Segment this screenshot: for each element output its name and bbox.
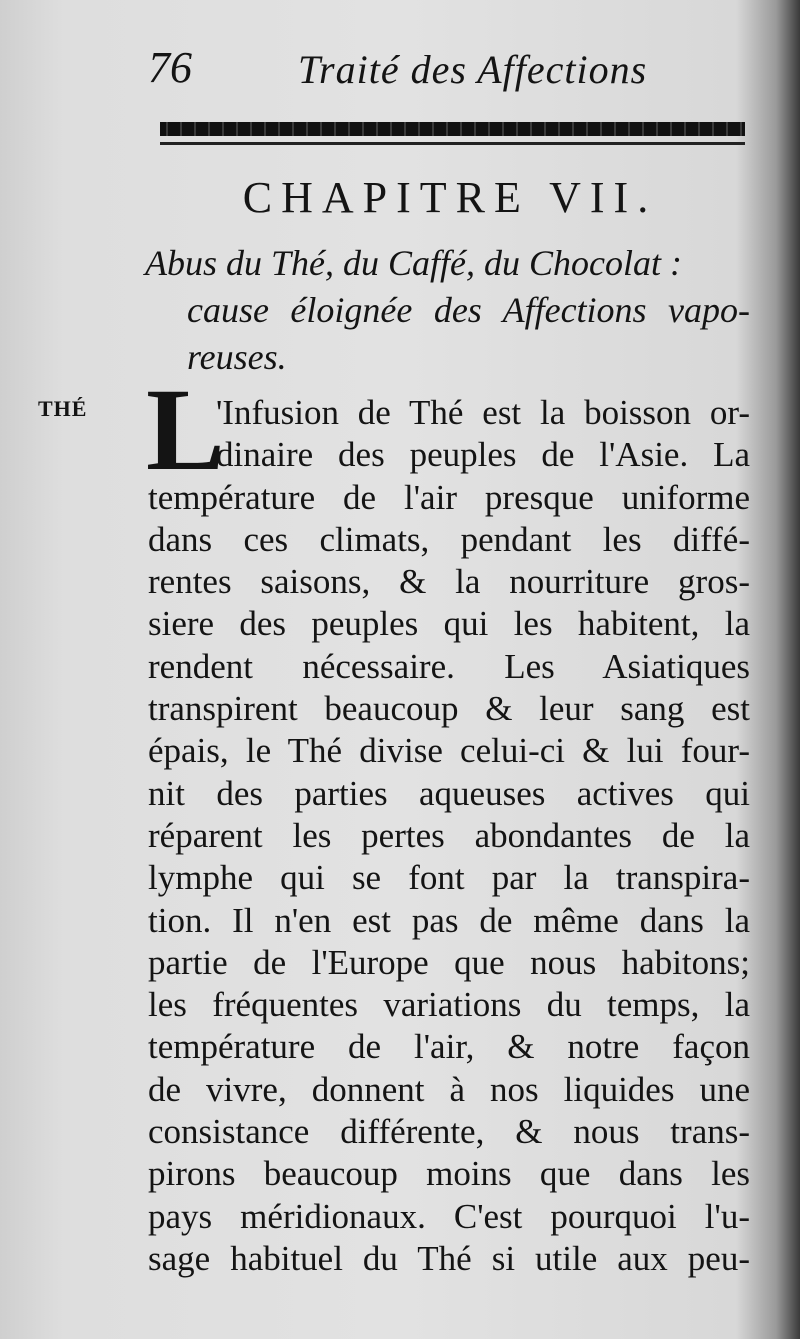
chapter-title: CHAPITRE VII. — [242, 173, 658, 222]
text-line: 'Infusion de Thé est la boisson or- — [216, 393, 750, 432]
text-line: consistance différente, & nous trans- — [148, 1112, 750, 1152]
chapter-summary — [145, 240, 750, 381]
running-title: Traité des Affections — [298, 47, 648, 92]
ornamental-rule — [160, 122, 745, 136]
text-line: rendent nécessaire. Les Asiatiques — [148, 646, 750, 686]
text-line: les fréquentes variations du temps, la — [148, 985, 750, 1025]
text-line: pirons beaucoup moins que dans les — [148, 1154, 750, 1194]
running-head — [148, 42, 748, 102]
text-line: nit des parties aqueuses actives qui — [148, 773, 750, 813]
page-number: 76 — [148, 43, 192, 92]
marginal-note: THÉ — [38, 396, 88, 421]
text-line: réparent les pertes abondantes de la — [148, 815, 750, 855]
text-line: dans ces climats, pendant les diffé- — [148, 519, 750, 559]
text-line: épais, le Thé divise celui-ci & lui four- — [148, 731, 750, 771]
body-text — [148, 392, 750, 1280]
text-line: dinaire des peuples de l'Asie. La — [216, 435, 750, 475]
text-line: partie de l'Europe que nous habitons; — [148, 942, 750, 982]
text-line: transpirent beaucoup & leur sang est — [148, 689, 750, 729]
text-line: tion. Il n'en est pas de même dans la — [148, 900, 750, 940]
text-line: lymphe qui se font par la transpira- — [148, 858, 750, 898]
summary-line: cause éloignée des Affections vapo- — [187, 290, 750, 330]
text-line: température de l'air, & notre façon — [148, 1027, 750, 1067]
text-line: siere des peuples qui les habitent, la — [148, 604, 750, 644]
rule-divider — [160, 142, 745, 145]
text-line: sage habituel du Thé si utile aux peu- — [148, 1238, 750, 1278]
text-line: température de l'air presque uniforme — [148, 477, 750, 517]
text-line: rentes saisons, & la nourriture gros- — [148, 562, 750, 602]
summary-line: reuses. — [187, 337, 287, 377]
drop-cap: L — [146, 364, 225, 495]
summary-line: Abus du Thé, du Caffé, du Chocolat : — [145, 243, 682, 283]
text-line: pays méridionaux. C'est pourquoi l'u- — [148, 1196, 750, 1236]
text-line: de vivre, donnent à nos liquides une — [148, 1069, 750, 1109]
